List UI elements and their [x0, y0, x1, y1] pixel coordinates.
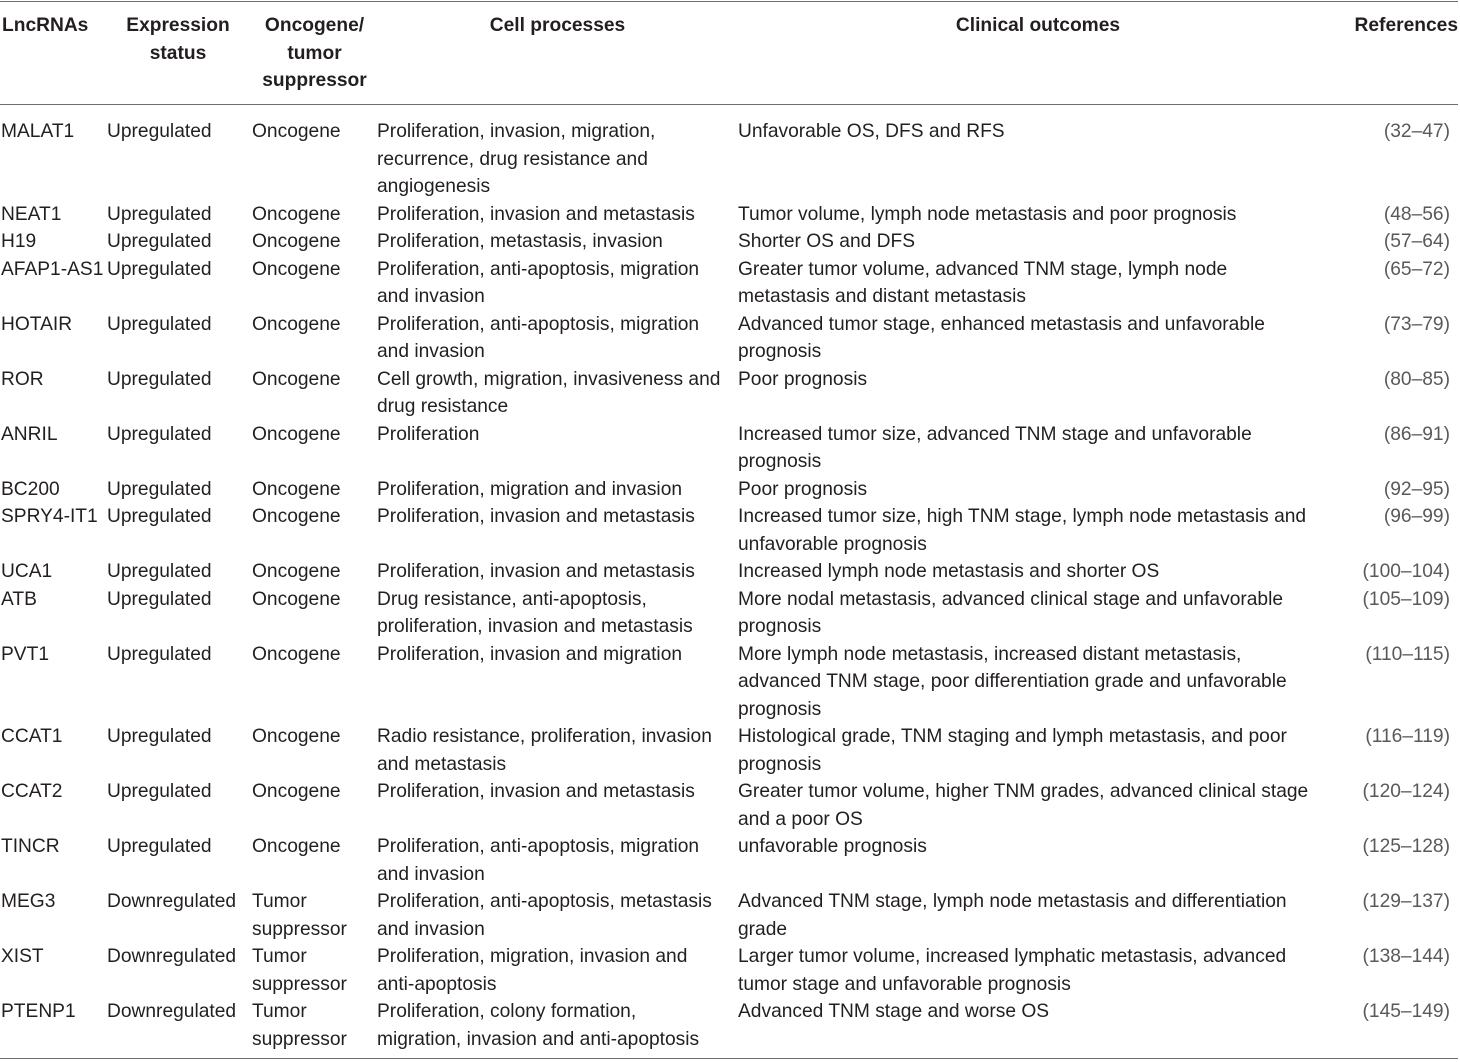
cell-expression-status: Upregulated [107, 726, 212, 747]
cell-lncrna: UCA1 [1, 561, 53, 582]
cell-lncrna: AFAP1-AS1 [1, 258, 104, 280]
cell-expression-status: Upregulated [107, 588, 212, 610]
cell-clinical-outcomes: Histological grade, TNM staging and lymph metastasis, and poor prognosis [738, 726, 1287, 775]
cell-clinical-outcomes: Tumor volume, lymph node metastasis and poor prognosis [738, 203, 1237, 225]
lncrna-table [0, 2, 1458, 1053]
table-row [0, 558, 1458, 586]
cell-oncogene-role: Oncogene [252, 368, 341, 390]
table-row [0, 833, 1458, 888]
cell-references[interactable]: (48–56) [1383, 203, 1450, 225]
table-row [0, 778, 1458, 833]
table-body [0, 104, 1458, 1053]
cell-oncogene-role: Oncogene [252, 561, 341, 582]
cell-references[interactable]: (145–149) [1362, 1001, 1450, 1022]
cell-processes: Proliferation, anti-apoptosis, migration and invasion [377, 258, 700, 307]
cell-lncrna: ATB [1, 588, 37, 610]
cell-processes: Proliferation, invasion and metastasis [377, 781, 695, 802]
table-row [0, 723, 1458, 778]
cell-clinical-outcomes: Shorter OS and DFS [738, 231, 916, 252]
cell-oncogene-role: Tumor suppressor [252, 1001, 347, 1050]
cell-oncogene-role: Oncogene [252, 258, 341, 280]
cell-processes: Proliferation, migration, invasion and anti-apoptosis [377, 946, 688, 995]
header-lncrnas: LncRNAs [2, 15, 89, 36]
cell-oncogene-role: Oncogene [252, 203, 341, 225]
cell-processes: Radio resistance, proliferation, invasion and metastasis [377, 726, 712, 775]
cell-references[interactable]: (86–91) [1383, 423, 1450, 445]
cell-expression-status: Upregulated [107, 781, 212, 802]
cell-lncrna: NEAT1 [1, 203, 62, 225]
table-row [0, 888, 1458, 943]
cell-expression-status: Upregulated [107, 643, 212, 665]
cell-lncrna: ANRIL [1, 423, 58, 445]
cell-lncrna: H19 [1, 231, 37, 252]
cell-expression-status: Upregulated [107, 561, 212, 582]
cell-oncogene-role: Oncogene [252, 726, 341, 747]
cell-lncrna: BC200 [1, 478, 60, 500]
cell-clinical-outcomes: Increased tumor size, high TNM stage, lymph node metastasis and unfavorable prognosis [738, 506, 1307, 555]
cell-references[interactable]: (80–85) [1383, 368, 1450, 390]
cell-oncogene-role: Oncogene [252, 121, 341, 142]
cell-processes: Proliferation, anti-apoptosis, metastasis and invasion [377, 891, 712, 940]
cell-processes: Proliferation, anti-apoptosis, migration and invasion [377, 313, 700, 362]
cell-oncogene-role: Oncogene [252, 588, 341, 610]
table-row [0, 104, 1458, 201]
cell-references[interactable]: (57–64) [1383, 231, 1450, 252]
cell-expression-status: Upregulated [107, 258, 212, 280]
cell-lncrna: CCAT1 [1, 726, 63, 747]
cell-oncogene-role: Oncogene [252, 423, 341, 445]
cell-clinical-outcomes: unfavorable prognosis [738, 836, 927, 857]
cell-expression-status: Upregulated [107, 836, 212, 857]
cell-processes: Proliferation [377, 423, 480, 445]
cell-oncogene-role: Oncogene [252, 506, 341, 527]
cell-clinical-outcomes: Greater tumor volume, higher TNM grades, advanced clinical stage and a poor OS [738, 781, 1309, 830]
cell-expression-status: Upregulated [107, 121, 212, 142]
cell-clinical-outcomes: More nodal metastasis, advanced clinical stage and unfavorable prognosis [738, 588, 1284, 637]
cell-lncrna: TINCR [1, 836, 60, 857]
header-oncogene-tumor-suppressor: Oncogene/ tumor suppressor [262, 15, 367, 91]
cell-processes: Proliferation, anti-apoptosis, migration and invasion [377, 836, 700, 885]
cell-oncogene-role: Oncogene [252, 313, 341, 335]
cell-references[interactable]: (65–72) [1383, 258, 1450, 280]
table-row [0, 998, 1458, 1053]
cell-processes: Drug resistance, anti-apoptosis, proliferation, invasion and metastasis [377, 588, 693, 637]
cell-lncrna: PVT1 [1, 643, 49, 665]
cell-oncogene-role: Tumor suppressor [252, 891, 347, 940]
cell-expression-status: Upregulated [107, 423, 212, 445]
cell-clinical-outcomes: More lymph node metastasis, increased distant metastasis, advanced TNM stage, poor differentiation grade and unfavorable prognosis [738, 643, 1287, 720]
cell-lncrna: MEG3 [1, 891, 56, 912]
cell-expression-status: Downregulated [107, 891, 237, 912]
header-expression-status: Expression status [126, 15, 230, 64]
cell-clinical-outcomes: Advanced TNM stage, lymph node metastasis and differentiation grade [738, 891, 1287, 940]
cell-lncrna: CCAT2 [1, 781, 63, 802]
cell-processes: Proliferation, migration and invasion [377, 478, 683, 500]
table-bottom-rule [0, 1058, 1458, 1059]
table-header [0, 2, 1458, 104]
cell-lncrna: PTENP1 [1, 1001, 76, 1022]
cell-expression-status: Upregulated [107, 368, 212, 390]
cell-clinical-outcomes: Poor prognosis [738, 368, 868, 390]
cell-oncogene-role: Oncogene [252, 836, 341, 857]
cell-clinical-outcomes: Increased tumor size, advanced TNM stage and unfavorable prognosis [738, 423, 1252, 472]
cell-lncrna: MALAT1 [1, 121, 75, 142]
cell-clinical-outcomes: Poor prognosis [738, 478, 868, 500]
cell-expression-status: Upregulated [107, 231, 212, 252]
table-row [0, 228, 1458, 256]
cell-expression-status: Upregulated [107, 478, 212, 500]
table-row [0, 366, 1458, 421]
cell-lncrna: HOTAIR [1, 313, 73, 335]
cell-references[interactable]: (105–109) [1362, 588, 1450, 610]
table-row [0, 201, 1458, 229]
cell-expression-status: Upregulated [107, 506, 212, 527]
cell-expression-status: Upregulated [107, 313, 212, 335]
cell-oncogene-role: Oncogene [252, 231, 341, 252]
cell-processes: Proliferation, metastasis, invasion [377, 231, 663, 252]
cell-references[interactable]: (120–124) [1362, 781, 1450, 802]
cell-clinical-outcomes: Increased lymph node metastasis and shorter OS [738, 561, 1160, 582]
cell-processes: Cell growth, migration, invasiveness and drug resistance [377, 368, 721, 417]
header-row [0, 2, 1458, 104]
table-row [0, 421, 1458, 476]
cell-processes: Proliferation, invasion and metastasis [377, 561, 695, 582]
cell-clinical-outcomes: Unfavorable OS, DFS and RFS [738, 121, 1005, 142]
cell-processes: Proliferation, invasion and migration [377, 643, 683, 665]
cell-references[interactable]: (96–99) [1383, 506, 1450, 527]
cell-references[interactable]: (110–115) [1365, 643, 1450, 665]
table-row [0, 256, 1458, 311]
cell-oncogene-role: Tumor suppressor [252, 946, 347, 995]
cell-oncogene-role: Oncogene [252, 643, 341, 665]
cell-references[interactable]: (92–95) [1383, 478, 1450, 500]
cell-expression-status: Downregulated [107, 1001, 237, 1022]
cell-references[interactable]: (32–47) [1383, 121, 1450, 142]
cell-clinical-outcomes: Advanced TNM stage and worse OS [738, 1001, 1050, 1022]
cell-clinical-outcomes: Advanced tumor stage, enhanced metastasis and unfavorable prognosis [738, 313, 1265, 362]
table-row [0, 943, 1458, 998]
cell-clinical-outcomes: Larger tumor volume, increased lymphatic metastasis, advanced tumor stage and unfavorable prognosis [738, 946, 1287, 995]
cell-lncrna: XIST [1, 946, 44, 967]
cell-references[interactable]: (138–144) [1362, 946, 1450, 967]
table-row [0, 311, 1458, 366]
header-clinical-outcomes: Clinical outcomes [955, 15, 1121, 36]
cell-references[interactable]: (129–137) [1362, 891, 1450, 912]
cell-clinical-outcomes: Greater tumor volume, advanced TNM stage, lymph node metastasis and distant metastasis [738, 258, 1228, 307]
cell-expression-status: Upregulated [107, 203, 212, 225]
header-cell-processes: Cell processes [489, 15, 626, 36]
cell-processes: Proliferation, invasion and metastasis [377, 203, 695, 225]
table-row [0, 476, 1458, 504]
cell-oncogene-role: Oncogene [252, 478, 341, 500]
cell-references[interactable]: (73–79) [1383, 313, 1450, 335]
table-row [0, 641, 1458, 724]
cell-lncrna: SPRY4-IT1 [1, 506, 98, 527]
cell-references[interactable]: (100–104) [1362, 561, 1450, 582]
cell-lncrna: ROR [1, 368, 44, 390]
cell-processes: Proliferation, invasion, migration, recurrence, drug resistance and angiogenesis [377, 121, 656, 197]
table-row [0, 503, 1458, 558]
cell-processes: Proliferation, colony formation, migration, invasion and anti-apoptosis [377, 1001, 700, 1050]
cell-references[interactable]: (116–119) [1365, 726, 1450, 747]
cell-oncogene-role: Oncogene [252, 781, 341, 802]
table-row [0, 586, 1458, 641]
cell-processes: Proliferation, invasion and metastasis [377, 506, 695, 527]
cell-expression-status: Downregulated [107, 946, 237, 967]
header-references: References [1354, 15, 1458, 36]
cell-references[interactable]: (125–128) [1362, 836, 1450, 857]
